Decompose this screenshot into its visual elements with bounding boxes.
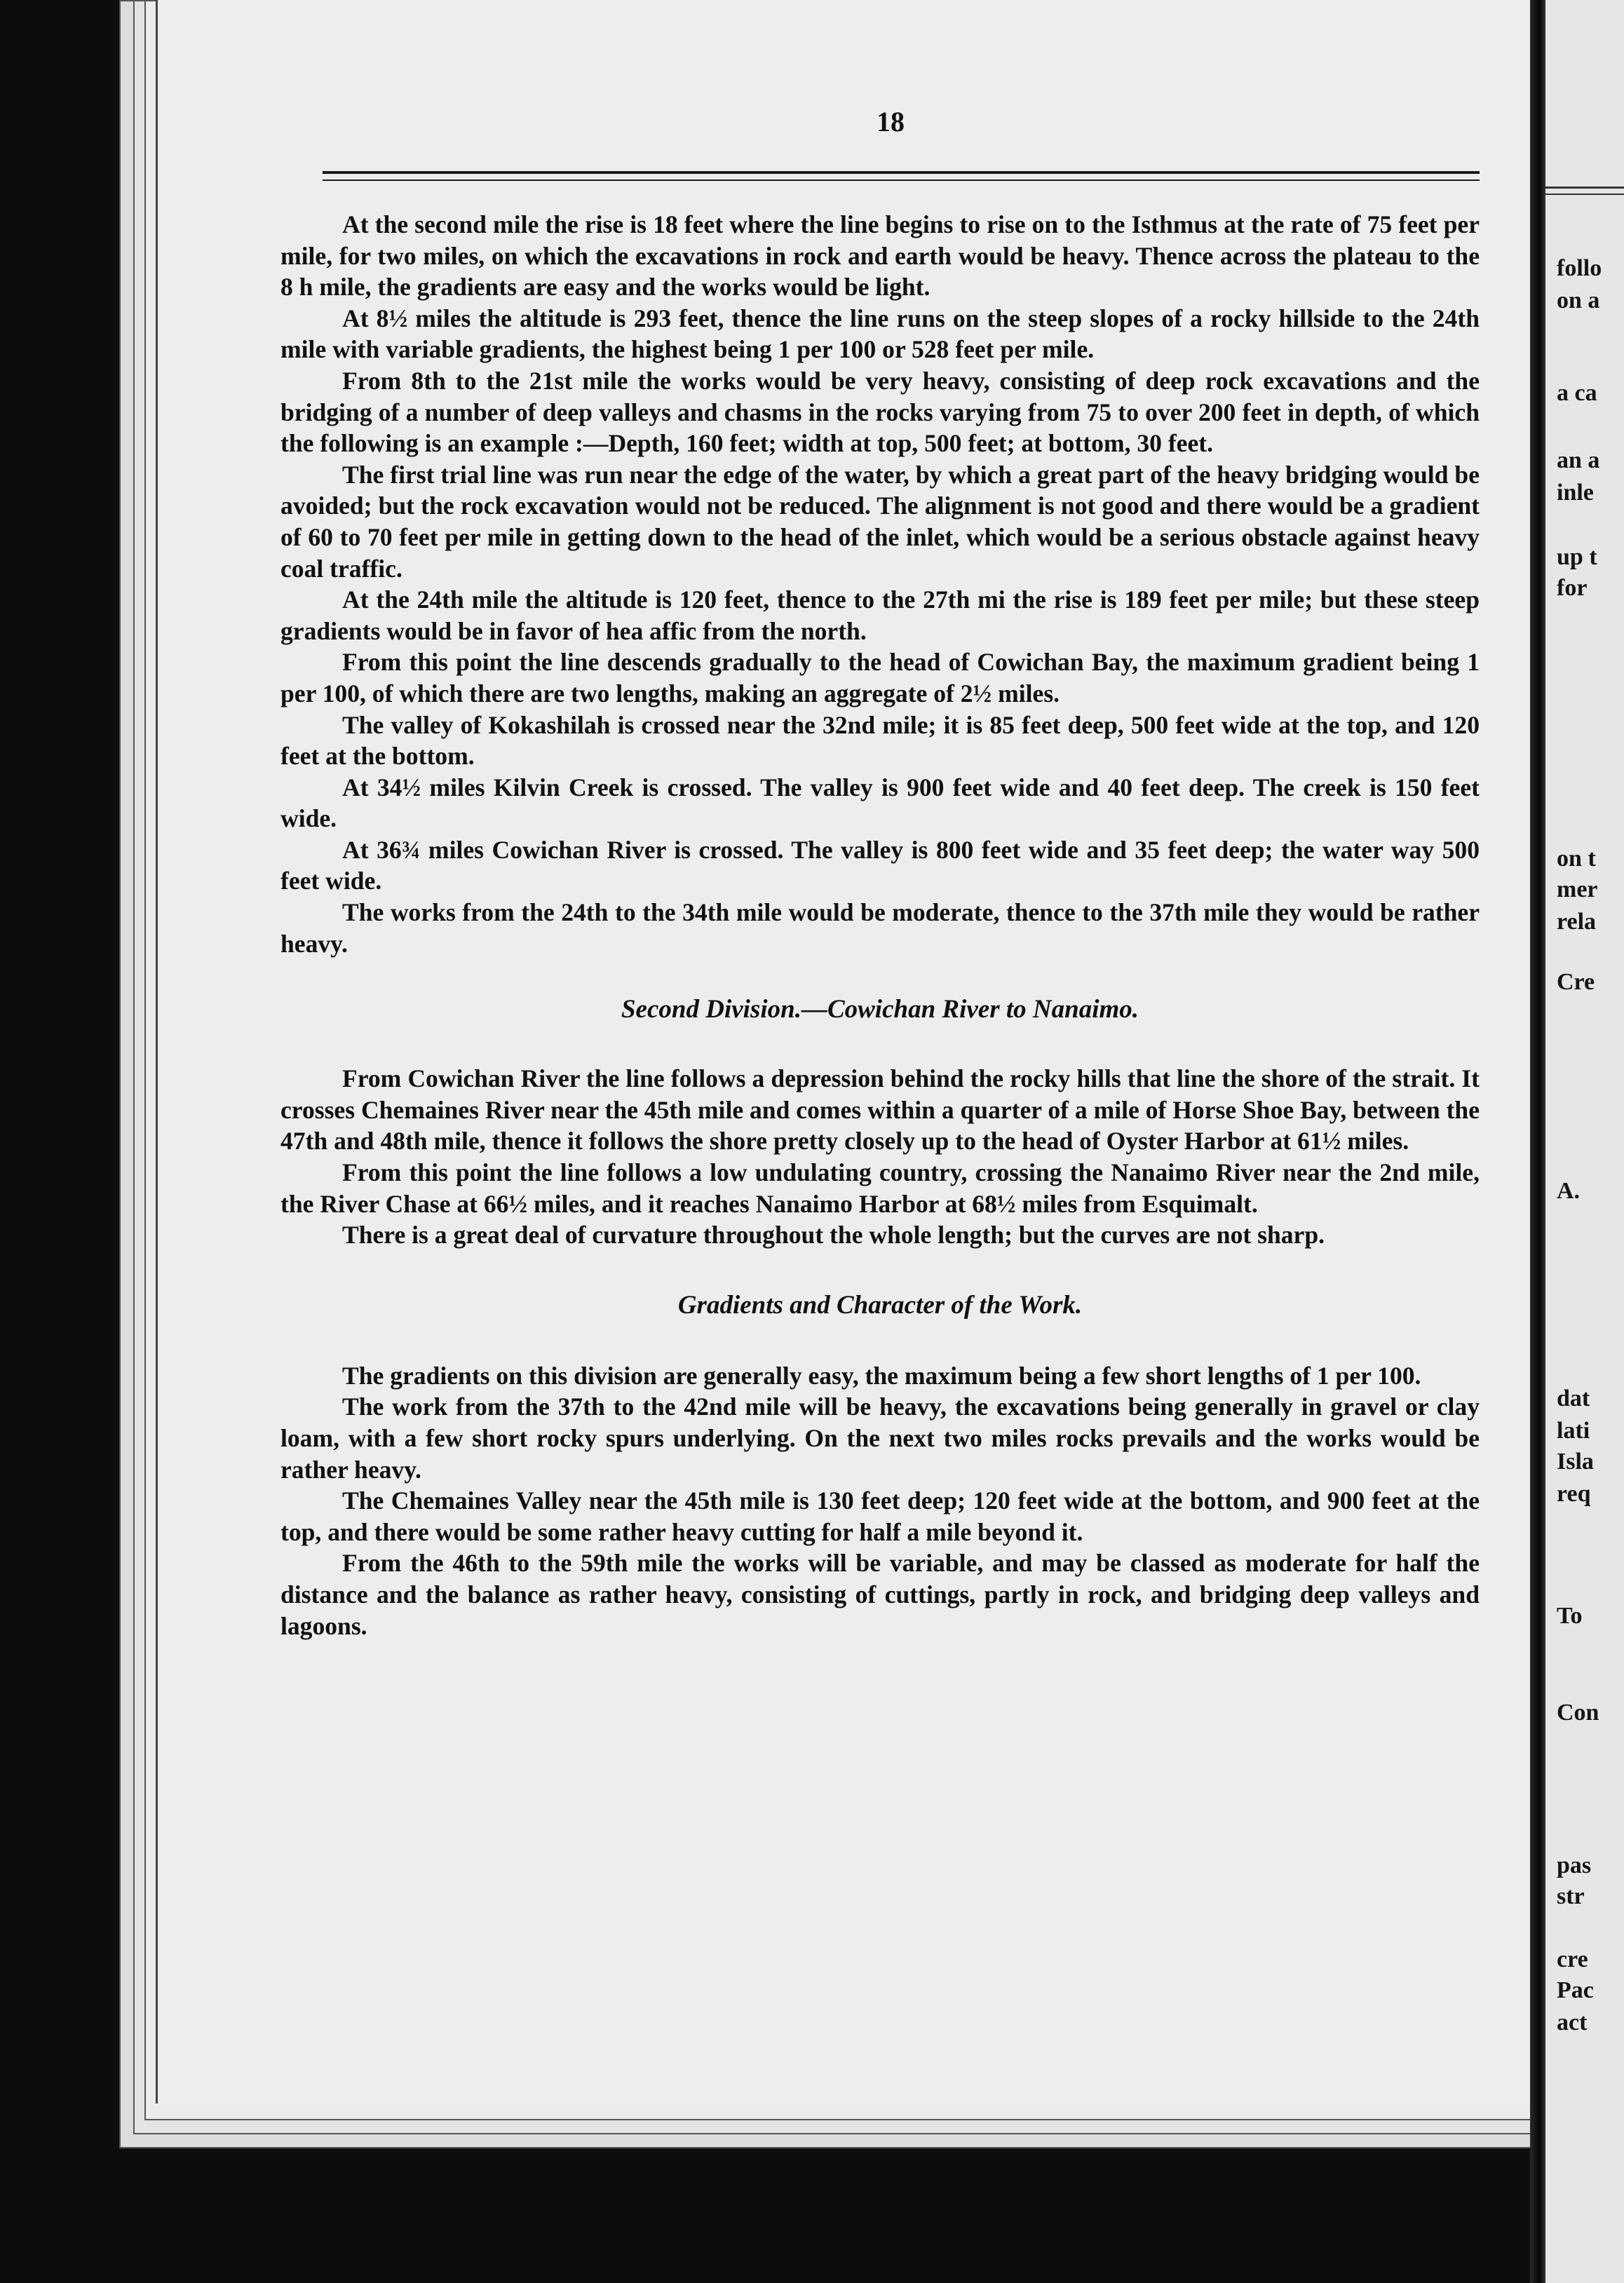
paragraph: The Chemaines Valley near the 45th mile is 130 feet deep; 120 feet wide at the bottom, and 900 feet at the top, and there would be some rather heavy cutting for half a mile beyond it. bbox=[280, 1486, 1480, 1546]
adjacent-text-fragment: req bbox=[1557, 1481, 1591, 1507]
paragraph: At the second mile the rise is 18 feet where the line begins to rise on to the Isthmus at the rate of 75 feet per mile, for two miles, on which the excavations in rock and earth would be heavy. Thence across the plateau to the 8 h mile, the gradients are easy and the works would be light. bbox=[280, 210, 1480, 302]
header-rule-thin bbox=[323, 179, 1480, 181]
adjacent-text-fragment: Cre bbox=[1557, 969, 1595, 995]
section-heading: Gradients and Character of the Work. bbox=[677, 1290, 1083, 1320]
paragraph: From this point the line follows a low undulating country, crossing the Nanaimo River near the 2nd mile, the River Chase at 66½ miles, and it reaches Nanaimo Harbor at 68½ miles from Esquimalt. bbox=[280, 1158, 1480, 1218]
adjacent-text-fragment: for bbox=[1557, 575, 1588, 601]
adjacent-header-rule bbox=[1545, 187, 1624, 189]
adjacent-header-rule-thin bbox=[1545, 194, 1624, 195]
paragraph: The works from the 24th to the 34th mile would be moderate, thence to the 37th mile they would be rather heavy. bbox=[280, 898, 1480, 958]
adjacent-text-fragment: a ca bbox=[1557, 380, 1597, 406]
adjacent-text-fragment: on t bbox=[1557, 846, 1596, 872]
adjacent-text-fragment: an a bbox=[1557, 447, 1600, 473]
paragraph: From 8th to the 21st mile the works would be very heavy, consisting of deep rock excavations and the bridging of a number of deep valleys and chasms in the rocks varying from 75 to over 200 feet in depth, of which the following is an example :—Depth, 160 feet; width at top, 500 feet; at bottom, 30 feet. bbox=[280, 366, 1480, 458]
paragraph: At the 24th mile the altitude is 120 feet, thence to the 27th mi the rise is 189 feet per mile; but these steep gradients would be in favor of hea affic from the north. bbox=[280, 585, 1480, 645]
adjacent-text-fragment: pas bbox=[1557, 1852, 1592, 1878]
paragraph: The gradients on this division are generally easy, the maximum being a few short lengths of 1 per 100. bbox=[342, 1361, 1421, 1390]
adjacent-text-fragment: cre bbox=[1557, 1946, 1588, 1972]
section-heading: Second Division.—Cowichan River to Nanaimo. bbox=[621, 995, 1139, 1024]
paragraph: The first trial line was run near the edge of the water, by which a great part of the heavy bridging would be avoided; but the rock excavation would not be reduced. The alignment is not good and there would be a gradient of 60 to 70 feet per mile in getting down to the head of the inlet, which would be a serious obstacle against heavy coal traffic. bbox=[280, 460, 1480, 583]
paragraph: From the 46th to the 59th mile the works will be variable, and may be classed as moderate for half the distance and the balance as rather heavy, consisting of cuttings, partly in rock, and bridging deep valleys and lagoons. bbox=[280, 1549, 1480, 1640]
adjacent-page bbox=[1545, 0, 1624, 2283]
adjacent-text-fragment: up t bbox=[1557, 544, 1597, 570]
header-rule bbox=[323, 171, 1480, 174]
paragraph: At 8½ miles the altitude is 293 feet, thence the line runs on the steep slopes of a rocky hillside to the 24th mile with variable gradients, the highest being 1 per 100 or 528 feet per mile. bbox=[280, 304, 1480, 364]
adjacent-text-fragment: Con bbox=[1557, 1700, 1599, 1726]
page-number: 18 bbox=[877, 106, 905, 137]
adjacent-text-fragment: follo bbox=[1557, 255, 1602, 281]
adjacent-text-fragment: To bbox=[1557, 1603, 1583, 1629]
adjacent-text-fragment: str bbox=[1557, 1883, 1585, 1909]
page-body bbox=[280, 209, 1480, 1641]
adjacent-text-fragment: lati bbox=[1557, 1418, 1590, 1444]
paragraph: There is a great deal of curvature throughout the whole length; but the curves are not sharp. bbox=[342, 1221, 1325, 1249]
adjacent-text-fragment: act bbox=[1557, 2010, 1588, 2035]
paragraph: At 36¾ miles Cowichan River is crossed. The valley is 800 feet wide and 35 feet deep; the water way 500 feet wide. bbox=[280, 835, 1480, 895]
book-spine bbox=[1530, 0, 1545, 2283]
paragraph: The valley of Kokashilah is crossed near the 32nd mile; it is 85 feet deep, 500 feet wide at the top, and 120 feet at the bottom. bbox=[280, 710, 1480, 771]
adjacent-text-fragment: inle bbox=[1557, 480, 1594, 506]
adjacent-text-fragment: A. bbox=[1557, 1178, 1581, 1204]
adjacent-text-fragment: on a bbox=[1557, 287, 1600, 313]
paragraph: At 34½ miles Kilvin Creek is crossed. The valley is 900 feet wide and 40 feet deep. The creek is 150 feet wide. bbox=[280, 773, 1480, 833]
adjacent-text-fragment: dat bbox=[1557, 1386, 1590, 1411]
adjacent-text-fragment: Isla bbox=[1557, 1449, 1594, 1475]
paragraph: From this point the line descends gradually to the head of Cowichan Bay, the maximum gradient being 1 per 100, of which there are two lengths, making an aggregate of 2½ miles. bbox=[280, 648, 1480, 707]
paragraph: From Cowichan River the line follows a depression behind the rocky hills that line the shore of the strait. It crosses Chemaines River near the 45th mile and comes within a quarter of a mile of Horse Shoe Bay, between the 47th and 48th mile, thence it follows the shore pretty closely up to the head of Oyster Harbor at 61½ miles. bbox=[280, 1064, 1480, 1156]
adjacent-text-fragment: rela bbox=[1557, 909, 1597, 935]
adjacent-text-fragment: mer bbox=[1557, 876, 1598, 902]
adjacent-text-fragment: Pac bbox=[1557, 1977, 1594, 2003]
paragraph: The work from the 37th to the 42nd mile will be heavy, the excavations being generally in gravel or clay loam, with a few short rocky spurs underlying. On the next two miles rocks prevails and the works would be rather heavy. bbox=[280, 1393, 1480, 1484]
